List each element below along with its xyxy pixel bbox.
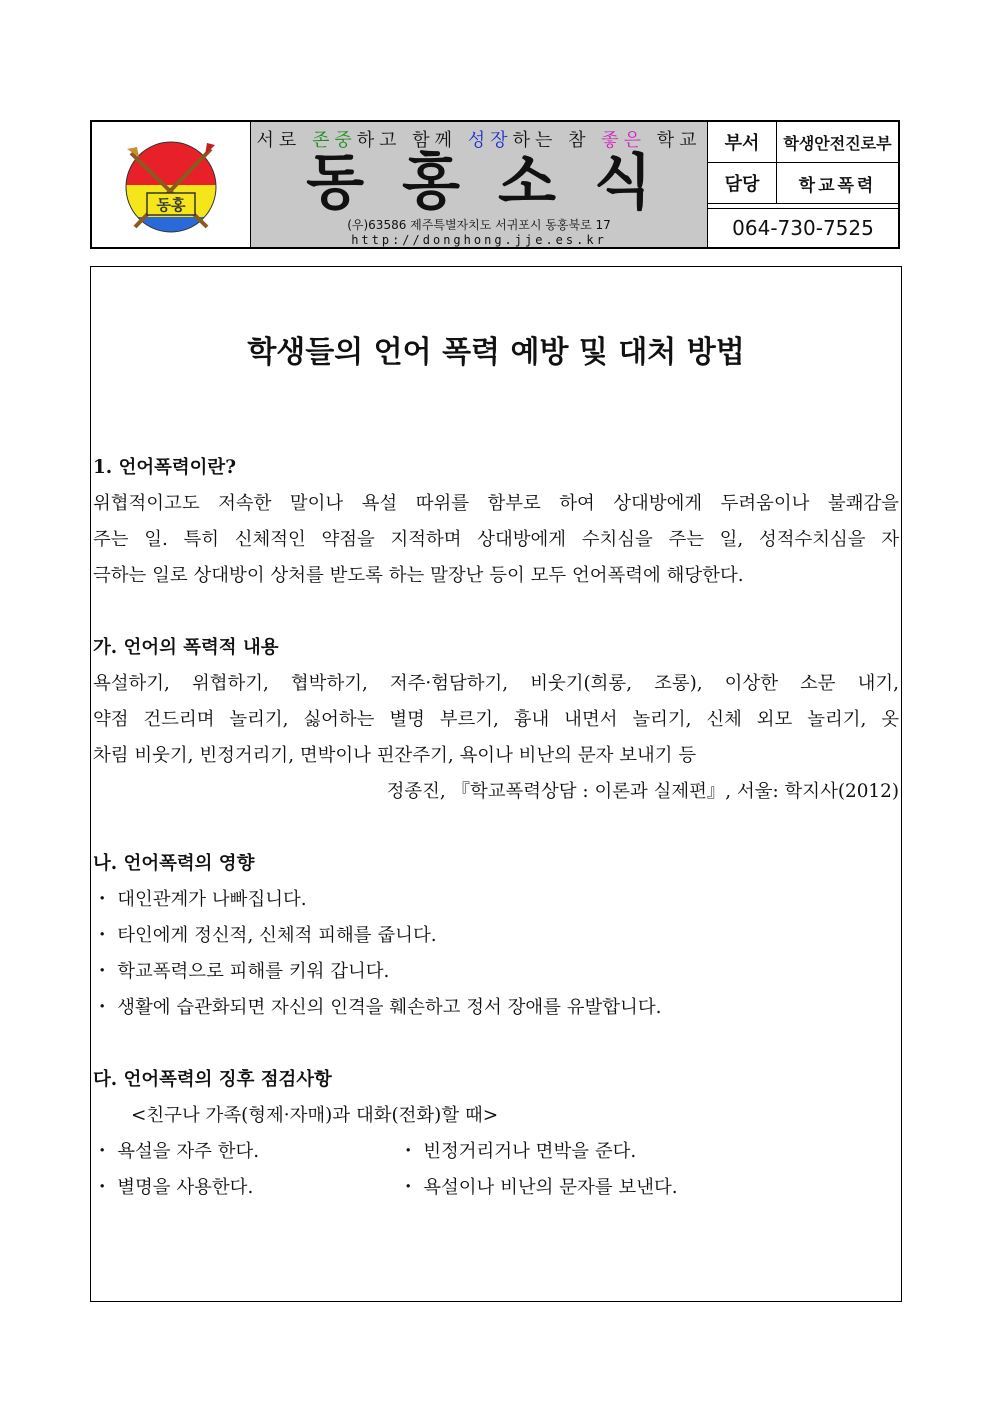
citation: 정종진, 『학교폭력상담 : 이론과 실제편』, 서울: 학지사(2012) xyxy=(386,781,899,802)
list-item: ・ 욕설이나 비난의 문자를 보낸다. xyxy=(399,1177,678,1198)
section1-line: 주는 일. 특히 신체적인 약점을 지적하며 상대방에게 수치심을 주는 일, 성적수치심을 자 xyxy=(93,529,899,550)
masthead xyxy=(251,122,708,247)
slogan-part: 학교 xyxy=(645,130,702,151)
info-panel xyxy=(708,122,898,247)
school-logo-cell xyxy=(92,122,251,247)
section-ga-line: 약점 건드리며 놀리기, 싫어하는 별명 부르기, 흉내 내면서 놀리기, 신체 외모 놀리기, 옷 xyxy=(93,709,899,730)
slogan-highlight-good: 좋은 xyxy=(601,130,646,151)
list-item: ・ 빈정거리거나 면박을 준다. xyxy=(399,1141,637,1162)
section-ga-heading: 가. 언어의 폭력적 내용 xyxy=(93,637,279,658)
section-da-subheading: <친구나 가족(형제·자매)과 대화(전화)할 때> xyxy=(131,1105,499,1126)
newsletter-title: 동홍소식 xyxy=(306,148,690,218)
charge-label: 담당 xyxy=(708,163,777,203)
department-row xyxy=(708,122,898,163)
slogan-part: 하고 함께 xyxy=(356,130,468,151)
list-item: ・ 대인관계가 나빠집니다. xyxy=(93,889,307,910)
newsletter-header xyxy=(90,120,900,249)
school-url[interactable]: http://donghong.jje.es.kr xyxy=(351,233,607,247)
section-da-heading: 다. 언어폭력의 징후 점검사항 xyxy=(93,1069,332,1090)
section1-line: 극하는 일로 상대방이 상처를 받도록 하는 말장난 등이 모두 언어폭력에 해당한다. xyxy=(93,565,744,586)
department-value: 학생안전진로부 xyxy=(783,133,892,153)
list-item: ・ 생활에 습관화되면 자신의 인격을 훼손하고 정서 장애를 유발합니다. xyxy=(93,997,662,1018)
document-body xyxy=(90,266,902,1302)
slogan-highlight-respect: 존중 xyxy=(312,130,357,151)
school-address: (우)63586 제주특별자치도 서귀포시 동홍북로 17 xyxy=(347,218,611,232)
section-ga-line: 차림 비웃기, 빈정거리기, 면박이나 핀잔주기, 욕이나 비난의 문자 보내기 등 xyxy=(93,745,697,766)
list-item: ・ 타인에게 정신적, 신체적 피해를 줍니다. xyxy=(93,925,437,946)
list-item: ・ 학교폭력으로 피해를 키워 갑니다. xyxy=(93,961,390,982)
section1-heading: 1. 언어폭력이란? xyxy=(93,457,236,478)
document-title: 학생들의 언어 폭력 예방 및 대처 방법 xyxy=(247,335,745,370)
school-emblem-icon xyxy=(119,135,223,235)
department-label: 부서 xyxy=(708,122,777,162)
slogan-part: 서로 xyxy=(256,130,313,151)
list-item: ・ 욕설을 자주 한다. xyxy=(93,1141,260,1162)
charge-value: 학교폭력 xyxy=(798,175,877,196)
phone-number: 064-730-7525 xyxy=(732,216,874,240)
section-na-heading: 나. 언어폭력의 영향 xyxy=(93,853,255,874)
logo-text: 동홍 xyxy=(156,195,186,214)
list-item: ・ 별명을 사용한다. xyxy=(93,1177,254,1198)
charge-row xyxy=(708,163,898,204)
section1-line: 위협적이고도 저속한 말이나 욕설 따위를 함부로 하여 상대방에게 두려움이나 불쾌감을 xyxy=(93,493,899,514)
slogan-highlight-growth: 성장 xyxy=(467,130,513,151)
slogan-part: 하는 참 xyxy=(512,130,602,151)
section-ga-line: 욕설하기, 위협하기, 협박하기, 저주·험담하기, 비웃기(희롱, 조롱), 이상한 소문 내기, xyxy=(93,673,899,694)
